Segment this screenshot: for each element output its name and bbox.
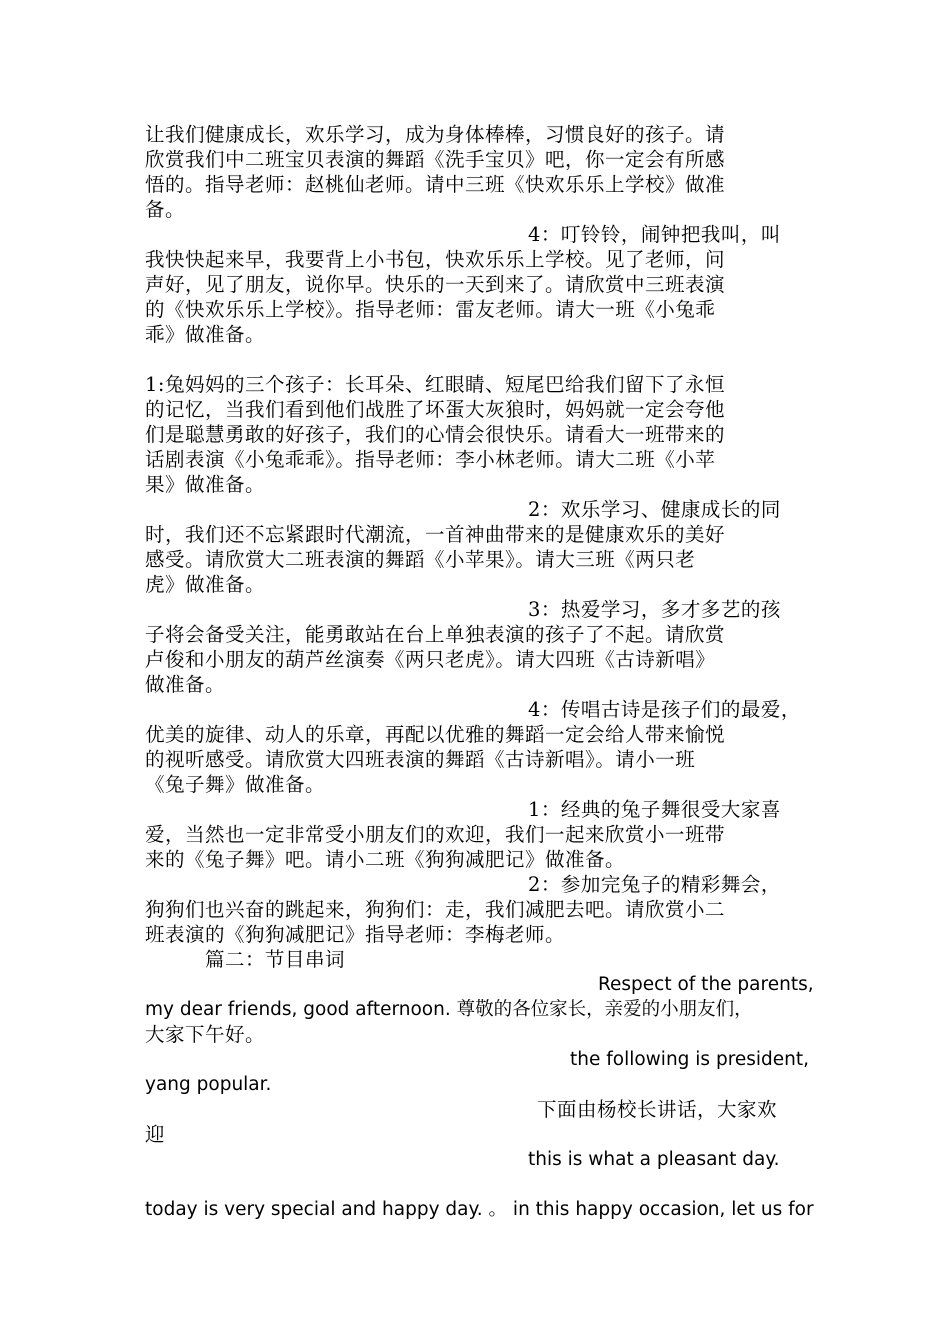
text-line: today is very special and happy day. 。 in this happy occasion, let us for: [145, 1199, 814, 1220]
text-line: 下面由杨校长讲话，大家欢: [537, 1098, 778, 1121]
text-line: 4：传唱古诗是孩子们的最爱，: [528, 698, 801, 721]
text-line: 的记忆，当我们看到他们战胜了坏蛋大灰狼时，妈妈就一定会夸他: [145, 398, 726, 421]
text-line: 的视听感受。请欣赏大四班表演的舞蹈《古诗新唱》。请小一班: [145, 748, 696, 771]
text-line: 让我们健康成长，欢乐学习，成为身体棒棒，习惯良好的孩子。请: [145, 123, 726, 146]
text-line: my dear friends, good afternoon. 尊敬的各位家长，亲爱的小朋友们，: [145, 999, 753, 1020]
text-line: 卢俊和小朋友的葫芦丝演奏《两只老虎》。请大四班《古诗新唱》: [145, 648, 716, 671]
text-line: 4：叮铃铃，闹钟把我叫，叫: [528, 223, 781, 246]
text-line: this is what a pleasant day.: [528, 1149, 780, 1170]
text-line: 话剧表演《小兔乖乖》。指导老师：李小林老师。请大二班《小苹: [145, 448, 716, 471]
text-line: 悟的。指导老师：赵桃仙老师。请中三班《快欢乐乐上学校》做准: [145, 173, 726, 196]
text-line: Respect of the parents,: [598, 974, 814, 995]
text-line: 3：热爱学习，多才多艺的孩: [528, 598, 781, 621]
text-line: 迎: [145, 1123, 166, 1146]
text-line: 爱，当然也一定非常受小朋友们的欢迎，我们一起来欣赏小一班带: [145, 823, 726, 846]
text-line: the following is president,: [570, 1049, 810, 1070]
text-line: 班表演的《狗狗减肥记》指导老师：李梅老师。: [145, 923, 566, 946]
text-line: 感受。请欣赏大二班表演的舞蹈《小苹果》。请大三班《两只老: [145, 548, 696, 571]
text-line: 1：经典的兔子舞很受大家喜: [528, 798, 781, 821]
text-line: 做准备。: [145, 673, 226, 696]
text-line: 《兔子舞》做准备。: [145, 773, 326, 796]
text-line: 的《快欢乐乐上学校》。指导老师：雷友老师。请大一班《小兔乖: [145, 298, 716, 321]
text-line: 狗狗们也兴奋的跳起来，狗狗们：走，我们减肥去吧。请欣赏小二: [145, 898, 726, 921]
text-line: 们是聪慧勇敢的好孩子，我们的心情会很快乐。请看大一班带来的: [145, 423, 726, 446]
text-line: 1:兔妈妈的三个孩子：长耳朵、红眼睛、短尾巴给我们留下了永恒: [145, 373, 725, 396]
text-line: 虎》做准备。: [145, 573, 266, 596]
text-line: 果》做准备。: [145, 473, 266, 496]
text-line: 我快快起来早，我要背上小书包，快欢乐乐上学校。见了老师，问: [145, 248, 726, 271]
text-line: 子将会备受关注，能勇敢站在台上单独表演的孩子了不起。请欣赏: [145, 623, 726, 646]
text-line: 2：参加完兔子的精彩舞会，: [528, 873, 781, 896]
text-line: 声好，见了朋友，说你早。快乐的一天到来了。请欣赏中三班表演: [145, 273, 726, 296]
text-line: 欣赏我们中二班宝贝表演的舞蹈《洗手宝贝》吧，你一定会有所感: [145, 148, 726, 171]
text-line: 来的《兔子舞》吧。请小二班《狗狗减肥记》做准备。: [145, 848, 626, 871]
text-line: 优美的旋律、动人的乐章，再配以优雅的舞蹈一定会给人带来愉悦: [145, 723, 726, 746]
text-line: 时，我们还不忘紧跟时代潮流，一首神曲带来的是健康欢乐的美好: [145, 523, 726, 546]
text-line: 乖》做准备。: [145, 323, 266, 346]
text-line: 备。: [145, 198, 186, 221]
text-line: yang popular.: [145, 1074, 272, 1095]
text-line: 大家下午好。: [145, 1023, 266, 1046]
text-line: 2：欢乐学习、健康成长的同: [528, 498, 781, 521]
section-heading: 篇二：节目串词: [205, 948, 346, 971]
